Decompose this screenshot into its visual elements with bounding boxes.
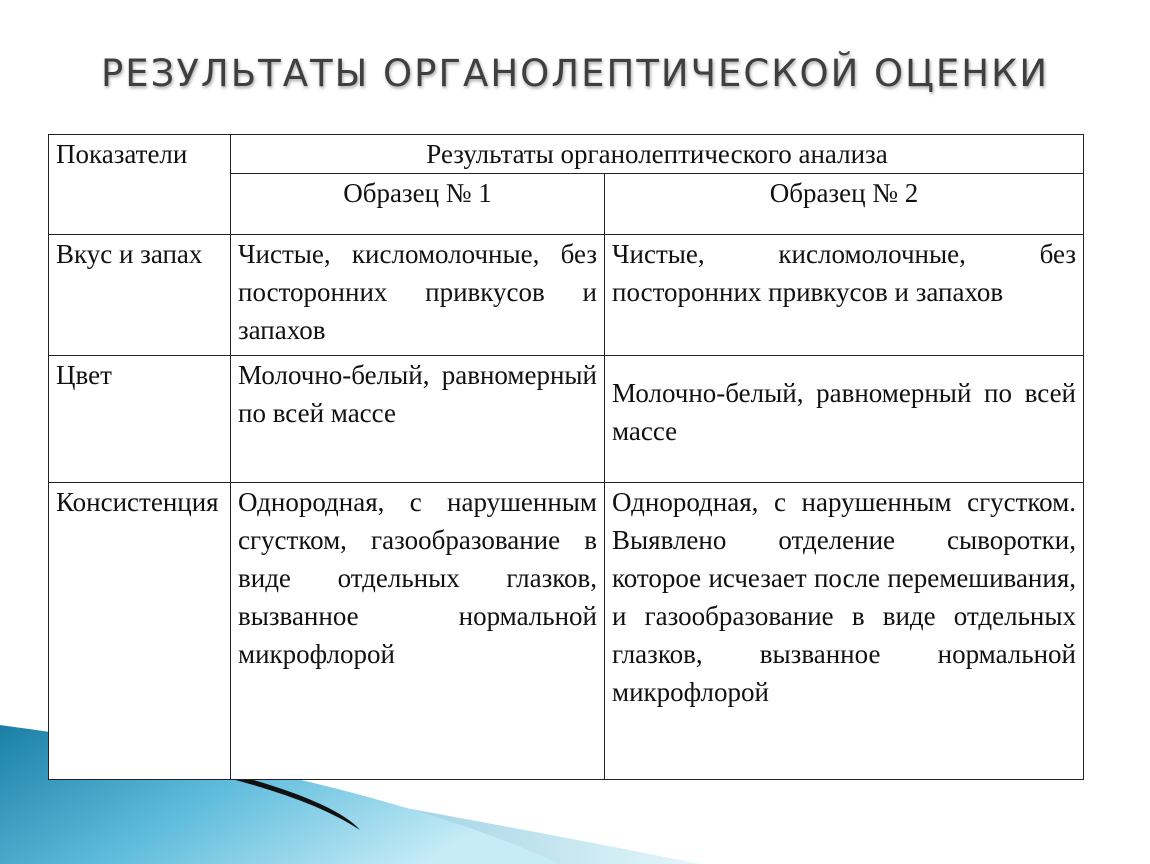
table-row-taste <box>49 235 1084 356</box>
organoleptic-results-table <box>48 134 1084 780</box>
table-row-consistency <box>49 483 1084 780</box>
header-results: Результаты органолептического анализа <box>231 135 1084 174</box>
header-indicators: Показатели <box>49 135 231 235</box>
color-sample-1: Молочно-белый, равномерный по всей массе <box>231 356 605 483</box>
consistency-sample-2: Однородная, с нарушенным сгустком. Выявлено отделение сыворотки, которое исчезает после перемешивания, и газообразование в виде отдельных глазков, вызванное нормальной микрофлорой <box>605 483 1084 780</box>
taste-sample-1: Чистые, кисломолочные, без посторонних привкусов и запахов <box>231 235 605 356</box>
header-sample-2: Образец № 2 <box>605 174 1084 235</box>
table-row-color <box>49 356 1084 483</box>
consistency-sample-1: Однородная, с нарушенным сгустком, газообразование в виде отдельных глазков, вызванное нормальной микрофлорой <box>231 483 605 780</box>
indicator-consistency: Консистенция <box>49 483 231 780</box>
table-header-row <box>49 135 1084 174</box>
color-sample-2: Молочно-белый, равномерный по всей массе <box>605 356 1084 483</box>
indicator-color: Цвет <box>49 356 231 483</box>
slide-title: РЕЗУЛЬТАТЫ ОРГАНОЛЕПТИЧЕСКОЙ ОЦЕНКИ <box>100 52 1050 95</box>
indicator-taste: Вкус и запах <box>49 235 231 356</box>
header-sample-1: Образец № 1 <box>231 174 605 235</box>
taste-sample-2: Чистые, кисломолочные, без посторонних привкусов и запахов <box>605 235 1084 356</box>
